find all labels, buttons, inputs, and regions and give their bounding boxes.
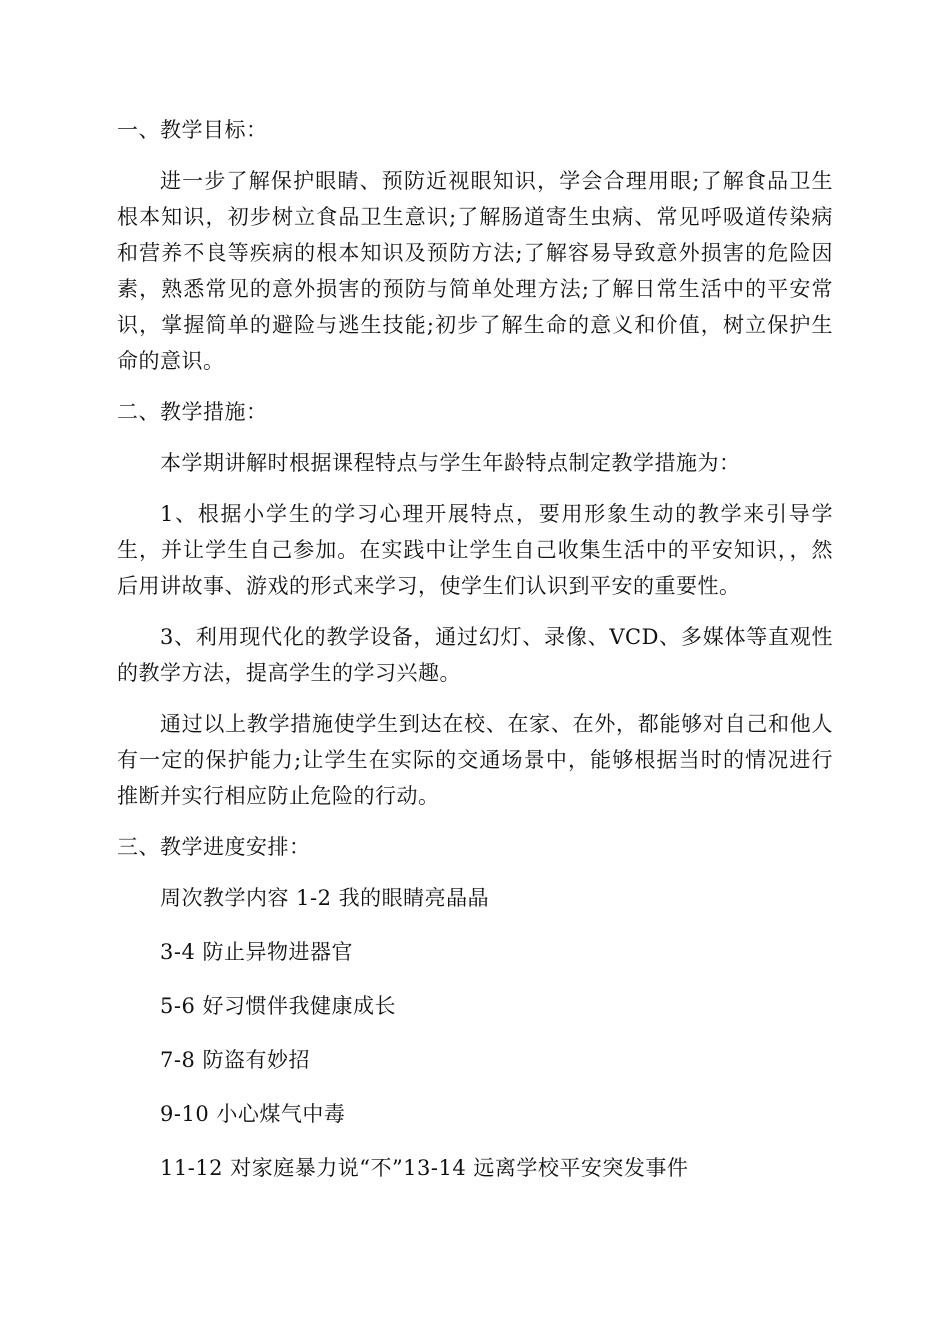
- section-heading-teaching-measures: 二、教学措施：: [117, 400, 268, 424]
- teaching-measures-summary: 通过以上教学措施使学生到达在校、在家、在外，都能够对自己和他人有一定的保护能力;让学生在实际的交通场景中，能够根据当时的情况进行推断并实行相应防止危险的行动。: [117, 712, 833, 808]
- teaching-measure-item-3: 3、利用现代化的教学设备，通过幻灯、录像、VCD、多媒体等直观性的教学方法，提高学生的学习兴趣。: [117, 625, 833, 685]
- teaching-goals-paragraph: 进一步了解保护眼睛、预防近视眼知识，学会合理用眼;了解食品卫生根本知识，初步树立食品卫生意识;了解肠道寄生虫病、常见呼吸道传染病和营养不良等疾病的根本知识及预防方法;了解容易导致意外损害的危险因素，熟悉常见的意外损害的预防与简单处理方法;了解日常生活中的平安常识，掌握简单的避险与逃生技能;初步了解生命的意义和价值，树立保护生命的意识。: [117, 169, 833, 373]
- schedule-item: 7-8 防盗有妙招: [160, 1048, 310, 1072]
- document-body: [117, 112, 833, 1204]
- schedule-item: 9-10 小心煤气中毒: [160, 1102, 346, 1126]
- teaching-schedule-list: [117, 880, 833, 1186]
- teaching-measure-item-1: 1、根据小学生的学习心理开展特点，要用形象生动的教学来引导学生，并让学生自己参加。在实践中让学生自己收集生活中的平安知识，，然后用讲故事、游戏的形式来学习，使学生们认识到平安的重要性。: [117, 502, 833, 598]
- schedule-item: 5-6 好习惯伴我健康成长: [160, 994, 396, 1018]
- teaching-measures-intro: 本学期讲解时根据课程特点与学生年龄特点制定教学措施为：: [160, 451, 741, 475]
- schedule-item: 周次教学内容 1-2 我的眼睛亮晶晶: [160, 886, 490, 910]
- section-heading-teaching-goals: 一、教学目标：: [117, 118, 268, 142]
- schedule-item: 11-12 对家庭暴力说“不”13-14 远离学校平安突发事件: [160, 1156, 689, 1180]
- schedule-item: 3-4 防止异物进器官: [160, 940, 353, 964]
- section-heading-teaching-schedule: 三、教学进度安排：: [117, 835, 311, 859]
